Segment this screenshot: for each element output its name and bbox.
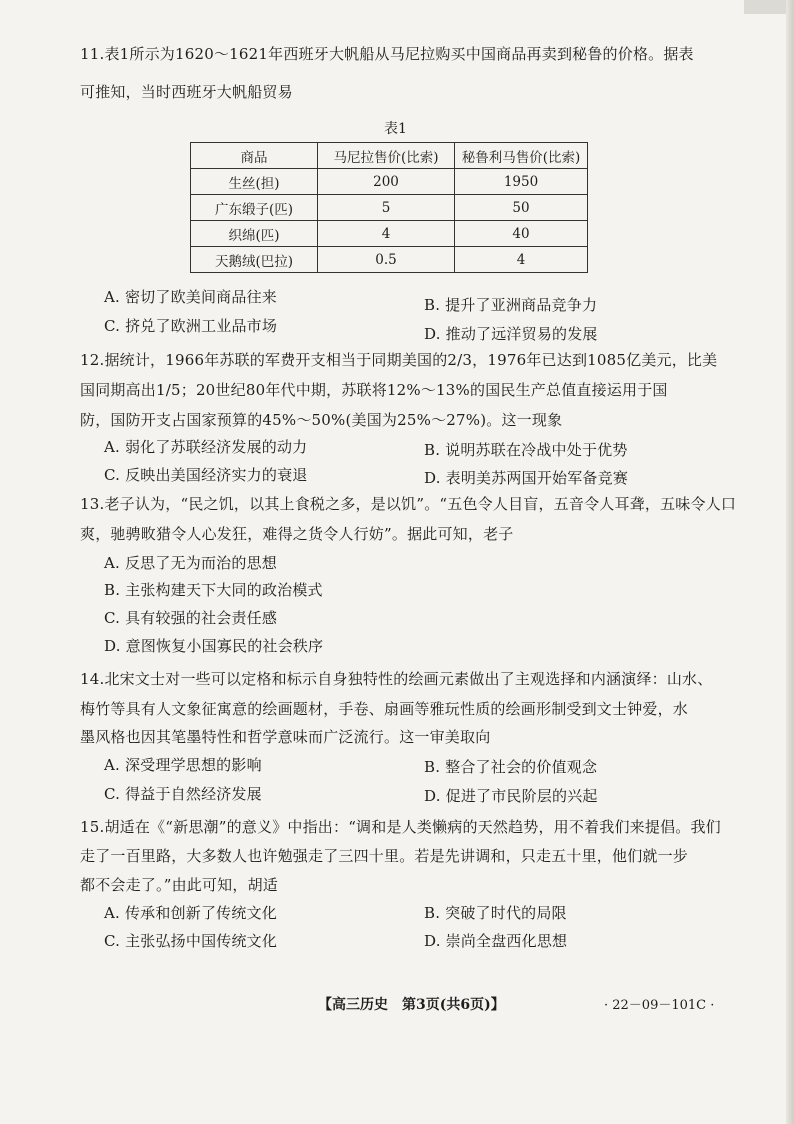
table-cell: 生丝(担) bbox=[191, 169, 318, 195]
q14-option-b: B. 整合了社会的价值观念 bbox=[424, 758, 598, 776]
q15-stem-line3: 都不会走了。”由此可知，胡适 bbox=[80, 876, 278, 894]
table-cell: 0.5 bbox=[318, 247, 455, 273]
table-caption: 表1 bbox=[384, 121, 407, 137]
table-header-row bbox=[191, 143, 588, 169]
q14-stem-line3: 墨风格也因其笔墨特性和哲学意味而广泛流行。这一审美取向 bbox=[80, 728, 491, 746]
q15-stem-line1: 15.胡适在《“新思潮”的意义》中指出：“调和是人类懒病的天然趋势，用不着我们来提倡。我们 bbox=[80, 818, 721, 836]
price-table bbox=[190, 142, 588, 273]
scan-edge-shadow bbox=[786, 0, 794, 1124]
table-row bbox=[191, 221, 588, 247]
q11-option-b: B. 提升了亚洲商品竞争力 bbox=[424, 296, 598, 314]
q15-option-c: C. 主张弘扬中国传统文化 bbox=[104, 932, 278, 950]
q12-stem-line3: 防，国防开支占国家预算的45%～50%(美国为25%～27%)。这一现象 bbox=[80, 411, 563, 429]
q12-stem-line2: 国同期高出1/5；20世纪80年代中期，苏联将12%～13%的国民生产总值直接运用于国 bbox=[80, 381, 668, 399]
q13-stem-line1: 13.老子认为，“民之饥，以其上食税之多，是以饥”。“五色令人目盲，五音令人耳聋，五味令人口 bbox=[80, 495, 737, 513]
table-cell: 4 bbox=[455, 247, 588, 273]
table-cell: 1950 bbox=[455, 169, 588, 195]
table-row bbox=[191, 195, 588, 221]
q13-stem-line2: 爽，驰骋畋猎令人心发狂，难得之货令人行妨”。据此可知，老子 bbox=[80, 525, 514, 543]
page-footer-label: 【高三历史 第3页(共6页)】 bbox=[318, 997, 505, 1013]
q13-option-d: D. 意图恢复小国寡民的社会秩序 bbox=[104, 637, 324, 655]
q12-option-b: B. 说明苏联在冷战中处于优势 bbox=[424, 441, 628, 459]
table-row bbox=[191, 169, 588, 195]
q11-stem-line1: 11.表1所示为1620～1621年西班牙大帆船从马尼拉购买中国商品再卖到秘鲁的价格。据表 bbox=[80, 45, 694, 63]
table-cell: 织绵(匹) bbox=[191, 221, 318, 247]
table-cell: 200 bbox=[318, 169, 455, 195]
q15-option-a: A. 传承和创新了传统文化 bbox=[104, 904, 277, 922]
q14-option-d: D. 促进了市民阶层的兴起 bbox=[424, 787, 598, 805]
table-cell: 天鹅绒(巴拉) bbox=[191, 247, 318, 273]
q14-option-a: A. 深受理学思想的影响 bbox=[104, 756, 262, 774]
q13-option-c: C. 具有较强的社会责任感 bbox=[104, 609, 278, 627]
table-cell: 50 bbox=[455, 195, 588, 221]
table-header-cell: 秘鲁利马售价(比索) bbox=[455, 143, 588, 169]
q12-option-d: D. 表明美苏两国开始军备竞赛 bbox=[424, 469, 629, 487]
q11-stem-line2: 可推知，当时西班牙大帆船贸易 bbox=[80, 83, 293, 101]
q14-stem-line1: 14.北宋文士对一些可以定格和标示自身独特性的绘画元素做出了主观选择和内涵演绎：山水、 bbox=[80, 670, 713, 688]
table-cell: 5 bbox=[318, 195, 455, 221]
q12-stem-line1: 12.据统计，1966年苏联的军费开支相当于同期美国的2/3，1976年已达到1085亿美元，比美 bbox=[80, 351, 718, 369]
table-cell: 广东缎子(匹) bbox=[191, 195, 318, 221]
q11-option-c: C. 挤兑了欧洲工业品市场 bbox=[104, 317, 278, 335]
q11-option-a: A. 密切了欧美间商品往来 bbox=[104, 288, 277, 306]
table-header-cell: 商品 bbox=[191, 143, 318, 169]
q15-option-d: D. 崇尚全盘西化思想 bbox=[424, 932, 568, 950]
q11-option-d: D. 推动了远洋贸易的发展 bbox=[424, 325, 598, 343]
table-header-cell: 马尼拉售价(比索) bbox=[318, 143, 455, 169]
table-cell: 4 bbox=[318, 221, 455, 247]
table-cell: 40 bbox=[455, 221, 588, 247]
q12-option-a: A. 弱化了苏联经济发展的动力 bbox=[104, 438, 308, 456]
exam-code: · 22－09－101C · bbox=[604, 998, 715, 1013]
q12-option-c: C. 反映出美国经济实力的衰退 bbox=[104, 466, 308, 484]
q13-option-b: B. 主张构建天下大同的政治模式 bbox=[104, 581, 323, 599]
q14-stem-line2: 梅竹等具有人文象征寓意的绘画题材，手卷、扇画等雅玩性质的绘画形制受到文士钟爱，水 bbox=[80, 700, 689, 718]
q14-option-c: C. 得益于自然经济发展 bbox=[104, 785, 262, 803]
q15-option-b: B. 突破了时代的局限 bbox=[424, 904, 567, 922]
table-row bbox=[191, 247, 588, 273]
q15-stem-line2: 走了一百里路，大多数人也许勉强走了三四十里。若是先讲调和，只走五十里，他们就一步 bbox=[80, 847, 689, 865]
q13-option-a: A. 反思了无为而治的思想 bbox=[104, 554, 277, 572]
